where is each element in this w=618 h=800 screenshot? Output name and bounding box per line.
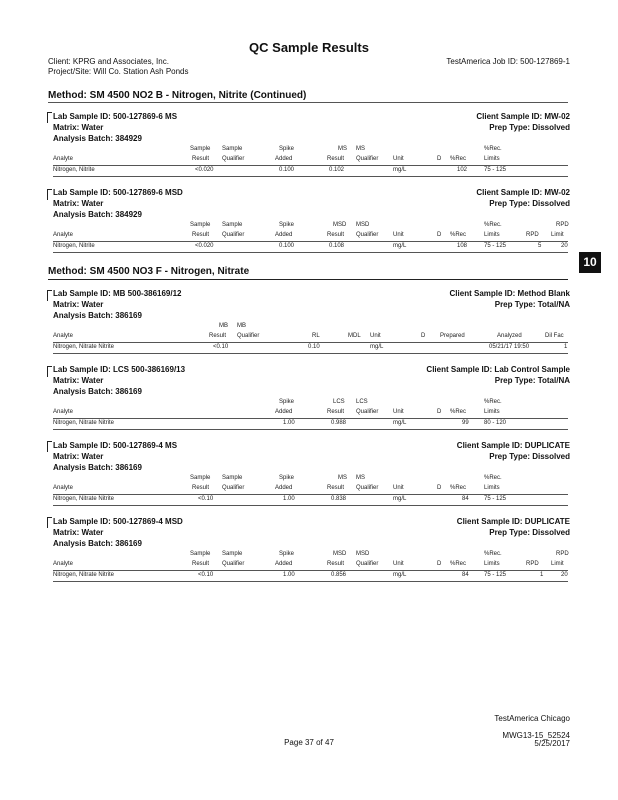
col-rec: %Rec — [450, 485, 467, 491]
col-d: D — [437, 485, 442, 491]
lab-sample-id: Lab Sample ID: 500-127869-6 MS — [53, 112, 178, 121]
col-head: LCS — [333, 399, 345, 405]
col-head: MSD — [333, 222, 347, 228]
col-rec: %Rec — [450, 561, 467, 567]
col-analyte: Analyte — [53, 333, 74, 339]
cell-limits: 75 - 125 — [484, 167, 507, 173]
col-qualifier: Qualifier — [356, 156, 379, 162]
client-sample-id: Client Sample ID: Method Blank — [449, 289, 570, 298]
prep-type: Prep Type: Total/NA — [494, 300, 570, 309]
col-head: %Rec. — [484, 146, 502, 152]
col-head: MSD — [356, 551, 370, 557]
cell-analyte: Nitrogen, Nitrite — [53, 243, 95, 249]
col-result: Result — [192, 485, 210, 491]
col-analyzed: Analyzed — [497, 333, 522, 339]
cell-rpd-limit: 20 — [561, 572, 568, 578]
col-result: Result — [327, 156, 345, 162]
col-head: %Rec. — [484, 551, 502, 557]
prep-type: Prep Type: Dissolved — [489, 199, 570, 208]
col-head: Sample — [190, 222, 211, 228]
col-result: Result — [327, 485, 345, 491]
cell-unit: mg/L — [393, 572, 407, 578]
col-added: Added — [275, 232, 293, 238]
col-limits: Limits — [484, 561, 500, 567]
col-head: Spike — [279, 399, 295, 405]
analysis-batch: Analysis Batch: 386169 — [53, 387, 142, 396]
cell-limits: 75 - 125 — [484, 496, 507, 502]
col-unit: Unit — [393, 409, 404, 415]
cell-rec: 99 — [462, 420, 469, 426]
col-unit: Unit — [393, 485, 404, 491]
cell-rl: 0.10 — [308, 344, 320, 350]
cell-rpd: 1 — [540, 572, 544, 578]
cell-analyte: Nitrogen, Nitrate Nitrite — [53, 496, 115, 502]
col-head: MS — [338, 475, 347, 481]
cell-result: 0.856 — [331, 572, 347, 578]
col-rpd-limit: Limit — [551, 561, 564, 567]
cell-analyte: Nitrogen, Nitrite — [53, 167, 95, 173]
cell-analyzed: 05/21/17 19:50 — [489, 344, 530, 350]
col-analyte: Analyte — [53, 485, 74, 491]
col-result: Result — [192, 561, 210, 567]
row-rule — [53, 176, 568, 177]
col-qualifier: Qualifier — [356, 232, 379, 238]
col-head: MB — [237, 323, 246, 329]
col-analyte: Analyte — [53, 561, 74, 567]
analysis-batch: Analysis Batch: 386169 — [53, 539, 142, 548]
cell-rec: 108 — [457, 243, 468, 249]
cell-result: 0.102 — [329, 167, 345, 173]
col-qualifier: Qualifier — [222, 156, 245, 162]
cell-added: 0.100 — [279, 167, 295, 173]
client-sample-id: Client Sample ID: DUPLICATE — [456, 517, 570, 526]
col-head: Sample — [222, 222, 243, 228]
cell-analyte: Nitrogen, Nitrate Nitrite — [53, 572, 115, 578]
col-qualifier: Qualifier — [356, 561, 379, 567]
col-rpd: RPD — [526, 232, 539, 238]
cell-added: 1.00 — [283, 572, 295, 578]
bracket — [47, 517, 52, 528]
col-head: Sample — [222, 475, 243, 481]
col-rec: %Rec — [450, 156, 467, 162]
col-rec: %Rec — [450, 232, 467, 238]
job-id-line: TestAmerica Job ID: 500-127869-1 — [446, 57, 570, 66]
col-rec: %Rec — [450, 409, 467, 415]
cell-unit: mg/L — [393, 496, 407, 502]
cell-rec: 84 — [462, 496, 469, 502]
col-head: MS — [356, 146, 365, 152]
col-head: Spike — [279, 146, 295, 152]
matrix: Matrix: Water — [53, 300, 104, 309]
analysis-batch: Analysis Batch: 384929 — [53, 210, 142, 219]
client-sample-id: Client Sample ID: MW-02 — [476, 112, 570, 121]
cell-unit: mg/L — [393, 167, 407, 173]
col-head: LCS — [356, 399, 368, 405]
section-tab: 10 — [579, 252, 601, 273]
col-qualifier: Qualifier — [237, 333, 260, 339]
col-d: D — [437, 156, 442, 162]
col-qualifier: Qualifier — [222, 485, 245, 491]
lab-sample-id: Lab Sample ID: 500-127869-4 MSD — [53, 517, 183, 526]
col-rpd: RPD — [526, 561, 539, 567]
row-rule — [53, 241, 568, 242]
matrix: Matrix: Water — [53, 528, 104, 537]
prep-type: Prep Type: Dissolved — [489, 123, 570, 132]
col-head: Spike — [279, 551, 295, 557]
project-line: Project/Site: Will Co. Station Ash Ponds — [48, 67, 189, 76]
col-unit: Unit — [393, 561, 404, 567]
row-rule — [53, 494, 568, 495]
prep-type: Prep Type: Dissolved — [489, 452, 570, 461]
cell-added: 1.00 — [283, 420, 295, 426]
cell-result: <0.10 — [213, 344, 229, 350]
method2-title: Method: SM 4500 NO3 F - Nitrogen, Nitrate — [48, 266, 250, 277]
col-result: Result — [209, 333, 227, 339]
row-rule — [53, 353, 568, 354]
method1-rule — [48, 102, 568, 103]
cell-analyte: Nitrogen, Nitrate Nitrite — [53, 344, 115, 350]
cell-unit: mg/L — [370, 344, 384, 350]
cell-rec: 84 — [462, 572, 469, 578]
bracket — [47, 290, 52, 301]
col-d: D — [437, 409, 442, 415]
cell-dil-fac: 1 — [564, 344, 568, 350]
prep-type: Prep Type: Total/NA — [494, 376, 570, 385]
cell-added: 0.100 — [279, 243, 295, 249]
lab-sample-id: Lab Sample ID: 500-127869-4 MS — [53, 441, 178, 450]
col-head: Sample — [190, 551, 211, 557]
row-rule — [53, 342, 568, 343]
col-head: %Rec. — [484, 399, 502, 405]
lab-sample-id: Lab Sample ID: MB 500-386169/12 — [53, 289, 182, 298]
row-rule — [53, 252, 568, 253]
bracket — [47, 189, 52, 200]
col-head: Spike — [279, 475, 295, 481]
page-number: Page 37 of 47 — [284, 738, 334, 747]
col-head: %Rec. — [484, 222, 502, 228]
col-prepared: Prepared — [440, 333, 465, 339]
prep-type: Prep Type: Dissolved — [489, 528, 570, 537]
col-rpd-limit: Limit — [551, 232, 564, 238]
row-rule — [53, 165, 568, 166]
row-rule — [53, 429, 568, 430]
report-date: 5/25/2017 — [534, 739, 570, 748]
cell-result: 0.988 — [331, 420, 347, 426]
col-qualifier: Qualifier — [222, 561, 245, 567]
col-unit: Unit — [370, 333, 381, 339]
cell-unit: mg/L — [393, 420, 407, 426]
bracket — [47, 112, 52, 123]
col-head: Sample — [222, 146, 243, 152]
col-qualifier: Qualifier — [356, 485, 379, 491]
cell-result: <0.020 — [195, 243, 214, 249]
cell-result: 0.838 — [331, 496, 347, 502]
lab-sample-id: Lab Sample ID: 500-127869-6 MSD — [53, 188, 183, 197]
analysis-batch: Analysis Batch: 384929 — [53, 134, 142, 143]
cell-unit: mg/L — [393, 243, 407, 249]
method2-rule — [48, 279, 568, 280]
col-limits: Limits — [484, 156, 500, 162]
col-head: MS — [356, 475, 365, 481]
col-head: %Rec. — [484, 475, 502, 481]
col-analyte: Analyte — [53, 156, 74, 162]
matrix: Matrix: Water — [53, 199, 104, 208]
matrix: Matrix: Water — [53, 452, 104, 461]
lab-sample-id: Lab Sample ID: LCS 500-386169/13 — [53, 365, 186, 374]
row-rule — [53, 581, 568, 582]
cell-rpd: 5 — [538, 243, 542, 249]
col-result: Result — [327, 561, 345, 567]
client-line: Client: KPRG and Associates, Inc. — [48, 57, 169, 66]
client-sample-id: Client Sample ID: DUPLICATE — [456, 441, 570, 450]
col-head: RPD — [556, 551, 569, 557]
col-head: Spike — [279, 222, 295, 228]
row-rule — [53, 570, 568, 571]
col-head: RPD — [556, 222, 569, 228]
cell-result: <0.020 — [195, 167, 214, 173]
col-added: Added — [275, 485, 293, 491]
client-sample-id: Client Sample ID: MW-02 — [476, 188, 570, 197]
col-head: Sample — [190, 146, 211, 152]
cell-result: <0.10 — [198, 572, 214, 578]
analysis-batch: Analysis Batch: 386169 — [53, 463, 142, 472]
col-rl: RL — [312, 333, 320, 339]
col-analyte: Analyte — [53, 409, 74, 415]
bracket — [47, 366, 52, 377]
footer-lab-name: TestAmerica Chicago — [494, 714, 570, 723]
col-added: Added — [275, 561, 293, 567]
cell-limits: 80 - 120 — [484, 420, 507, 426]
col-head: MS — [338, 146, 347, 152]
col-unit: Unit — [393, 156, 404, 162]
client-sample-id: Client Sample ID: Lab Control Sample — [426, 365, 570, 374]
col-result: Result — [327, 232, 345, 238]
analysis-batch: Analysis Batch: 386169 — [53, 311, 142, 320]
cell-analyte: Nitrogen, Nitrate Nitrite — [53, 420, 115, 426]
cell-added: 1.00 — [283, 496, 295, 502]
cell-rec: 102 — [457, 167, 468, 173]
col-qualifier: Qualifier — [222, 232, 245, 238]
col-head: MB — [219, 323, 228, 329]
col-head: Sample — [222, 551, 243, 557]
col-head: MSD — [356, 222, 370, 228]
method1-title: Method: SM 4500 NO2 B - Nitrogen, Nitrite (Continued) — [48, 90, 307, 101]
col-d: D — [421, 333, 426, 339]
col-head: Sample — [190, 475, 211, 481]
matrix: Matrix: Water — [53, 376, 104, 385]
cell-limits: 75 - 125 — [484, 572, 507, 578]
matrix: Matrix: Water — [53, 123, 104, 132]
col-result: Result — [192, 156, 210, 162]
page-title: QC Sample Results — [249, 40, 369, 55]
col-dil-fac: Dil Fac — [545, 333, 564, 339]
col-limits: Limits — [484, 485, 500, 491]
cell-rpd-limit: 20 — [561, 243, 568, 249]
bracket — [47, 441, 52, 452]
cell-limits: 75 - 125 — [484, 243, 507, 249]
col-qualifier: Qualifier — [356, 409, 379, 415]
col-d: D — [437, 232, 442, 238]
col-mdl: MDL — [348, 333, 361, 339]
col-head: MSD — [333, 551, 347, 557]
col-added: Added — [275, 409, 293, 415]
col-result: Result — [192, 232, 210, 238]
doc-code: MWG13-15_52524 — [502, 731, 570, 740]
cell-result: 0.108 — [329, 243, 345, 249]
col-unit: Unit — [393, 232, 404, 238]
col-limits: Limits — [484, 232, 500, 238]
col-added: Added — [275, 156, 293, 162]
col-analyte: Analyte — [53, 232, 74, 238]
row-rule — [53, 505, 568, 506]
col-result: Result — [327, 409, 345, 415]
row-rule — [53, 418, 568, 419]
col-limits: Limits — [484, 409, 500, 415]
col-d: D — [437, 561, 442, 567]
cell-result: <0.10 — [198, 496, 214, 502]
